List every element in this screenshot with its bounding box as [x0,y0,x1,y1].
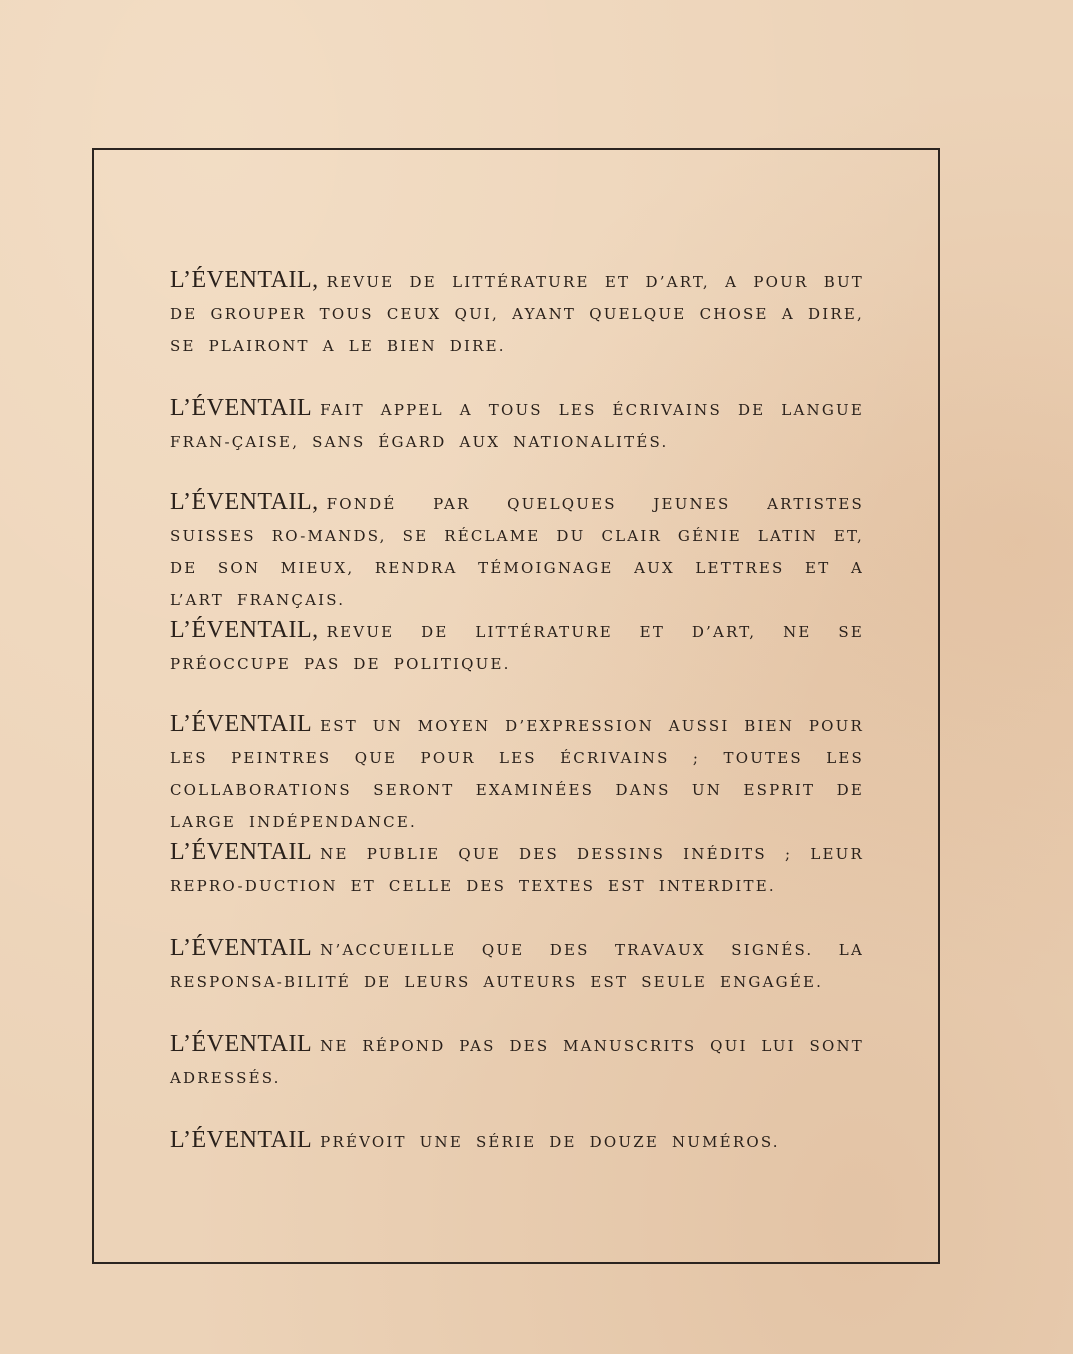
paragraph-6 [170,836,864,902]
paragraph-2 [170,392,864,458]
journal-name: L’ÉVENTAIL, [170,489,319,515]
journal-name: L’ÉVENTAIL [170,1031,313,1057]
journal-name: L’ÉVENTAIL, [170,617,319,643]
journal-name: L’ÉVENTAIL [170,1127,313,1153]
paragraph-7 [170,932,864,998]
journal-name: L’ÉVENTAIL [170,839,313,865]
paragraph-8 [170,1028,864,1094]
paragraph-text: EST UN MOYEN D’EXPRESSION AUSSI BIEN POUR LES PEINTRES QUE POUR LES ÉCRIVAINS ; TOUTES LES COLLABORATIONS SERONT EXAMINÉES DANS UN ESPRIT DE LARGE INDÉPENDANCE. [170,717,864,831]
journal-name: L’ÉVENTAIL [170,395,313,421]
paragraph-text: PRÉVOIT UNE SÉRIE DE DOUZE NUMÉROS. [320,1133,780,1151]
paragraph-text: FAIT APPEL A TOUS LES ÉCRIVAINS DE LANGUE FRAN-ÇAISE, SANS ÉGARD AUX NATIONALITÉS. [170,401,864,451]
paragraph-5 [170,708,864,838]
paragraph-4 [170,614,864,680]
paragraph-text: FONDÉ PAR QUELQUES JEUNES ARTISTES SUISSES RO-MANDS, SE RÉCLAME DU CLAIR GÉNIE LATIN ET, DE SON MIEUX, RENDRA TÉMOIGNAGE AUX LETTRES ET A L’ART FRANÇAIS. [170,495,864,609]
paragraph-3 [170,486,864,616]
paragraph-9 [170,1124,864,1158]
journal-name: L’ÉVENTAIL [170,935,313,961]
paragraph-text: N’ACCUEILLE QUE DES TRAVAUX SIGNÉS. LA RESPONSA-BILITÉ DE LEURS AUTEURS EST SEULE ENGAGÉE. [170,941,864,991]
paragraph-text: NE PUBLIE QUE DES DESSINS INÉDITS ; LEUR REPRO-DUCTION ET CELLE DES TEXTES EST INTERDITE. [170,845,864,895]
paragraph-text: REVUE DE LITTÉRATURE ET D’ART, A POUR BUT DE GROUPER TOUS CEUX QUI, AYANT QUELQUE CHOSE A DIRE, SE PLAIRONT A LE BIEN DIRE. [170,273,864,355]
paragraph-text: NE RÉPOND PAS DES MANUSCRITS QUI LUI SONT ADRESSÉS. [170,1037,864,1087]
paragraph-1 [170,264,864,362]
journal-name: L’ÉVENTAIL [170,711,313,737]
journal-name: L’ÉVENTAIL, [170,267,319,293]
paragraph-text: REVUE DE LITTÉRATURE ET D’ART, NE SE PRÉOCCUPE PAS DE POLITIQUE. [170,623,864,673]
